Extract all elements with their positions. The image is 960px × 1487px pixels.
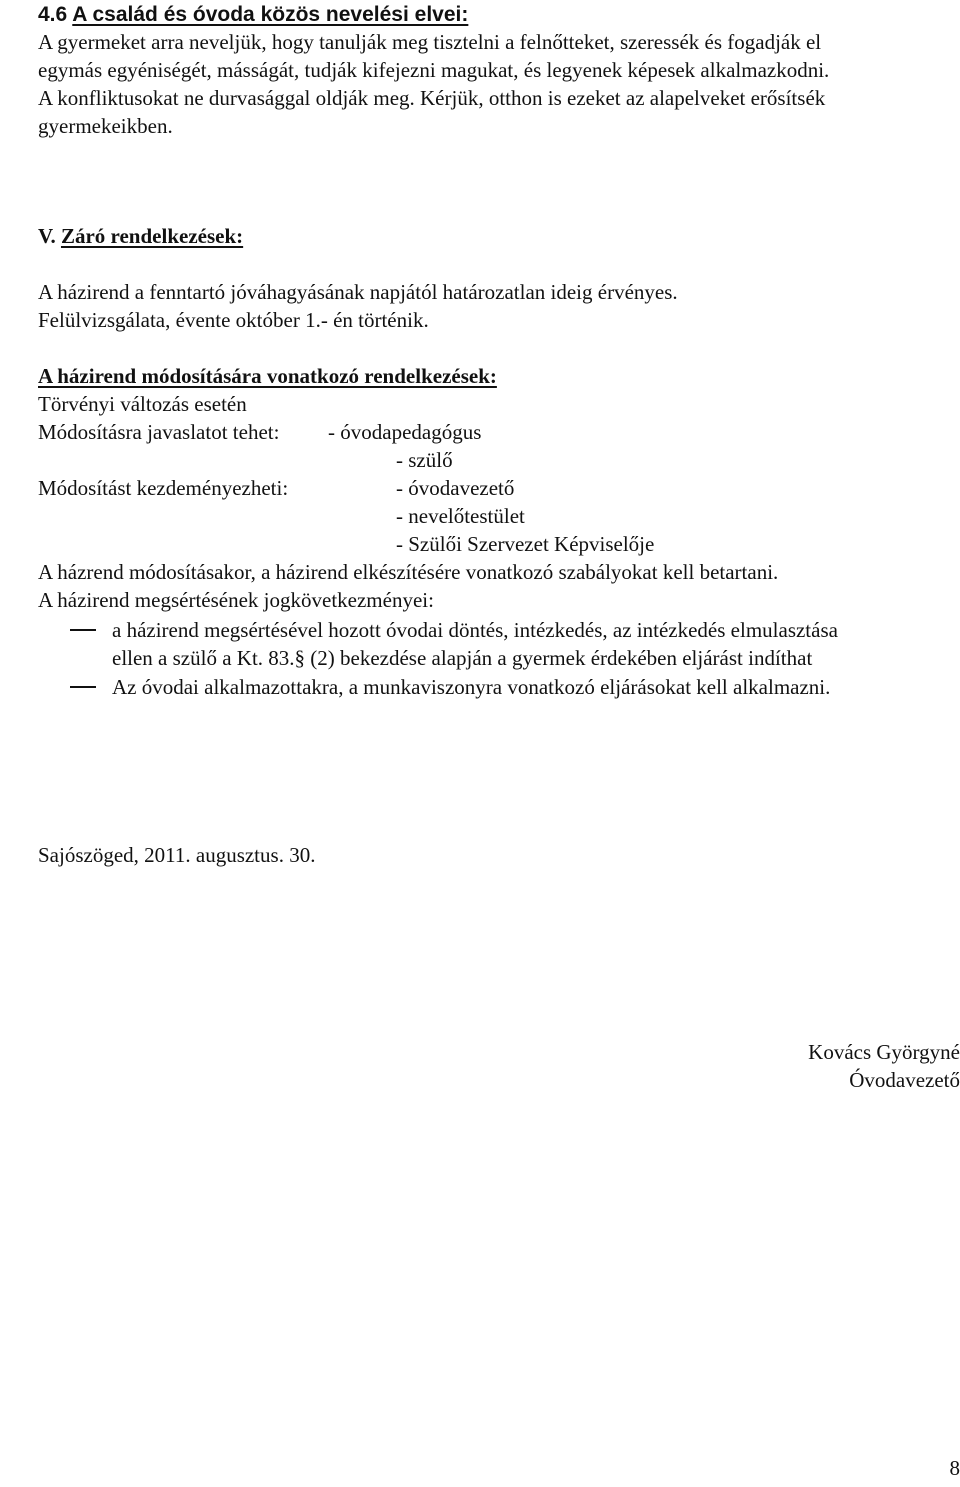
signer-title: Óvodavezető <box>849 1068 960 1092</box>
section-number: V. <box>38 224 56 248</box>
paragraph-line: A házrend módosításakor, a házirend elkészítésére vonatkozó szabályokat kell betartani. <box>38 560 779 584</box>
consequences-heading: A házirend megsértésének jogkövetkezményei: <box>38 588 434 612</box>
place-date: Sajószöged, 2011. augusztus. 30. <box>38 843 316 867</box>
proposal-item: - szülő <box>396 448 453 472</box>
bullet-line: a házirend megsértésével hozott óvodai döntés, intézkedés, az intézkedés elmulasztása <box>112 618 838 642</box>
paragraph-line: Felülvizsgálata, évente október 1.- én történik. <box>38 308 429 332</box>
signer-name: Kovács Györgyné <box>808 1040 960 1064</box>
initiate-label: Módosítást kezdeményezheti: <box>38 476 289 500</box>
section-title: A család és óvoda közös nevelési elvei: <box>72 3 469 26</box>
initiate-item: - óvodavezető <box>396 476 515 500</box>
paragraph-line: A házirend a fenntartó jóváhagyásának napjától határozatlan ideig érvényes. <box>38 280 678 304</box>
section-title: Záró rendelkezések: <box>60 224 244 248</box>
initiate-item: - nevelőtestület <box>396 504 525 528</box>
paragraph-line: gyermekeikben. <box>38 114 173 138</box>
initiate-item: - Szülői Szervezet Képviselője <box>396 532 655 556</box>
paragraph-line: A konfliktusokat ne durvasággal oldják meg. Kérjük, otthon is ezeket az alapelveket erősítsék <box>38 86 826 110</box>
dash-bullet-icon <box>70 686 96 688</box>
bullet-line: Az óvodai alkalmazottakra, a munkaviszonyra vonatkozó eljárásokat kell alkalmazni. <box>112 675 831 699</box>
section-number: 4.6 <box>38 3 68 26</box>
bullet-line: ellen a szülő a Kt. 83.§ (2) bekezdése alapján a gyermek érdekében eljárást indíthat <box>112 646 813 670</box>
proposal-label: Módosításra javaslatot tehet: <box>38 420 280 444</box>
paragraph-line: Törvényi változás esetén <box>38 392 247 416</box>
paragraph-line: egymás egyéniségét, másságát, tudják kifejezni magukat, és legyenek képesek alkalmazkodni. <box>38 58 830 82</box>
section-heading <box>38 4 468 25</box>
modification-heading: A házirend módosítására vonatkozó rendelkezések: <box>38 364 497 388</box>
paragraph-line: A gyermeket arra neveljük, hogy tanulják meg tisztelni a felnőtteket, szeressék és fogadják el <box>38 30 822 54</box>
page-number: 8 <box>949 1456 960 1480</box>
dash-bullet-icon <box>70 629 96 631</box>
section-heading <box>38 226 243 247</box>
proposal-item: - óvodapedagógus <box>328 420 482 444</box>
